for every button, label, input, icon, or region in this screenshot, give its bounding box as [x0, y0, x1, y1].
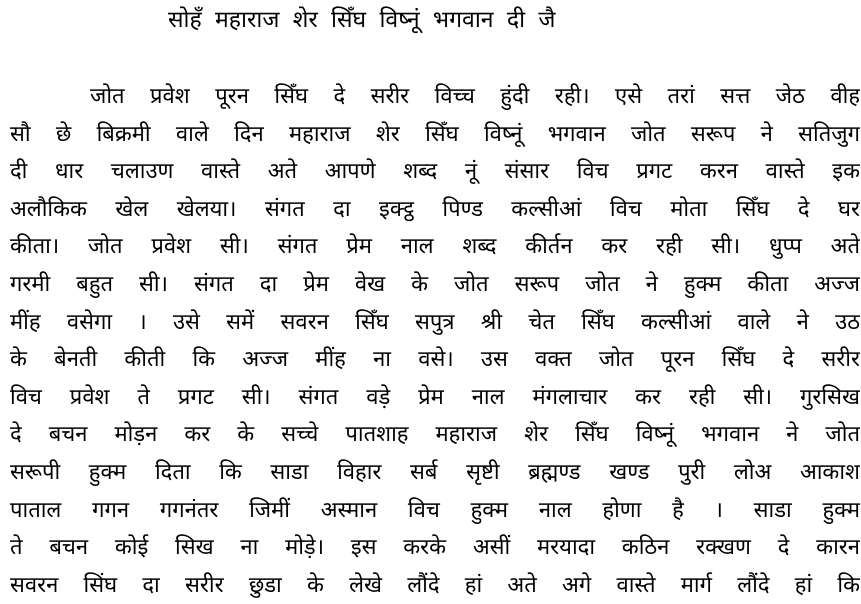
text-line: कीता। जोत प्रवेश सी। संगत प्रेम नाल शब्द कीर्तन कर रही सी। धुप्प अते	[10, 234, 860, 260]
text-line: मींह वसेगा । उसे समें सवरन सिँघ सपुत्र श्री चेत सिँघ कल्सीआं वाले ने उठ	[10, 309, 860, 335]
text-line: जोत प्रवेश पूरन सिँघ दे सरीर विच्च हुंदी रही। एसे तरां सत्त जेठ वीह	[90, 84, 860, 109]
text-line: के बेनती कीती कि अज्ज मींह ना वसे। उस वक्त जोत पूरन सिँघ दे सरीर	[10, 347, 860, 373]
text-line: पाताल गगन गगनंतर जिमीं अस्मान विच हुक्म नाल होणा है । साडा हुक्म	[10, 497, 860, 523]
text-line: ते बचन कोई सिख ना मोड़े। इस करके असीं मरयादा कठिन रक्खण दे कारन	[10, 535, 860, 561]
text-line: अलौकिक खेल खेलया। संगत दा इक्ट्ठ पिण्ड कल्सीआं विच मोता सिँघ दे घर	[10, 196, 860, 222]
text-line: सौ छे बिक्रमी वाले दिन महाराज शेर सिँघ विष्नूं भगवान जोत सरूप ने सतिजुग	[10, 121, 860, 147]
text-line: दी धार चलाउण वास्ते अते आपणे शब्द नूं संसार विच प्रगट करन वास्ते इक	[10, 159, 860, 185]
text-line: सरूपी हुक्म दिता कि साडा विहार सर्ब सृष्टी ब्रह्मण्ड खण्ड पुरी लोअ आकाश	[10, 459, 860, 485]
text-line: सवरन सिंघ दा सरीर छुडा के लेखे लौंदे हां अते अगे वास्ते मार्ग लौंदे हां कि	[10, 572, 860, 598]
text-line: गरमी बहुत सी। संगत दा प्रेम वेख के जोत सरूप जोत ने हुक्म कीता अज्ज	[10, 271, 860, 297]
text-line: दे बचन मोड़न कर के सच्चे पातशाह महाराज शेर सिँघ विष्नूं भगवान ने जोत	[10, 422, 860, 448]
text-line: विच प्रवेश ते प्रगट सी। संगत वड़े प्रेम नाल मंगलाचार कर रही सी। गुरसिख	[10, 384, 860, 410]
page-title: सोहँ महाराज शेर सिँघ विष्नूं भगवान दी जै	[168, 7, 556, 33]
body-paragraph	[10, 78, 860, 604]
